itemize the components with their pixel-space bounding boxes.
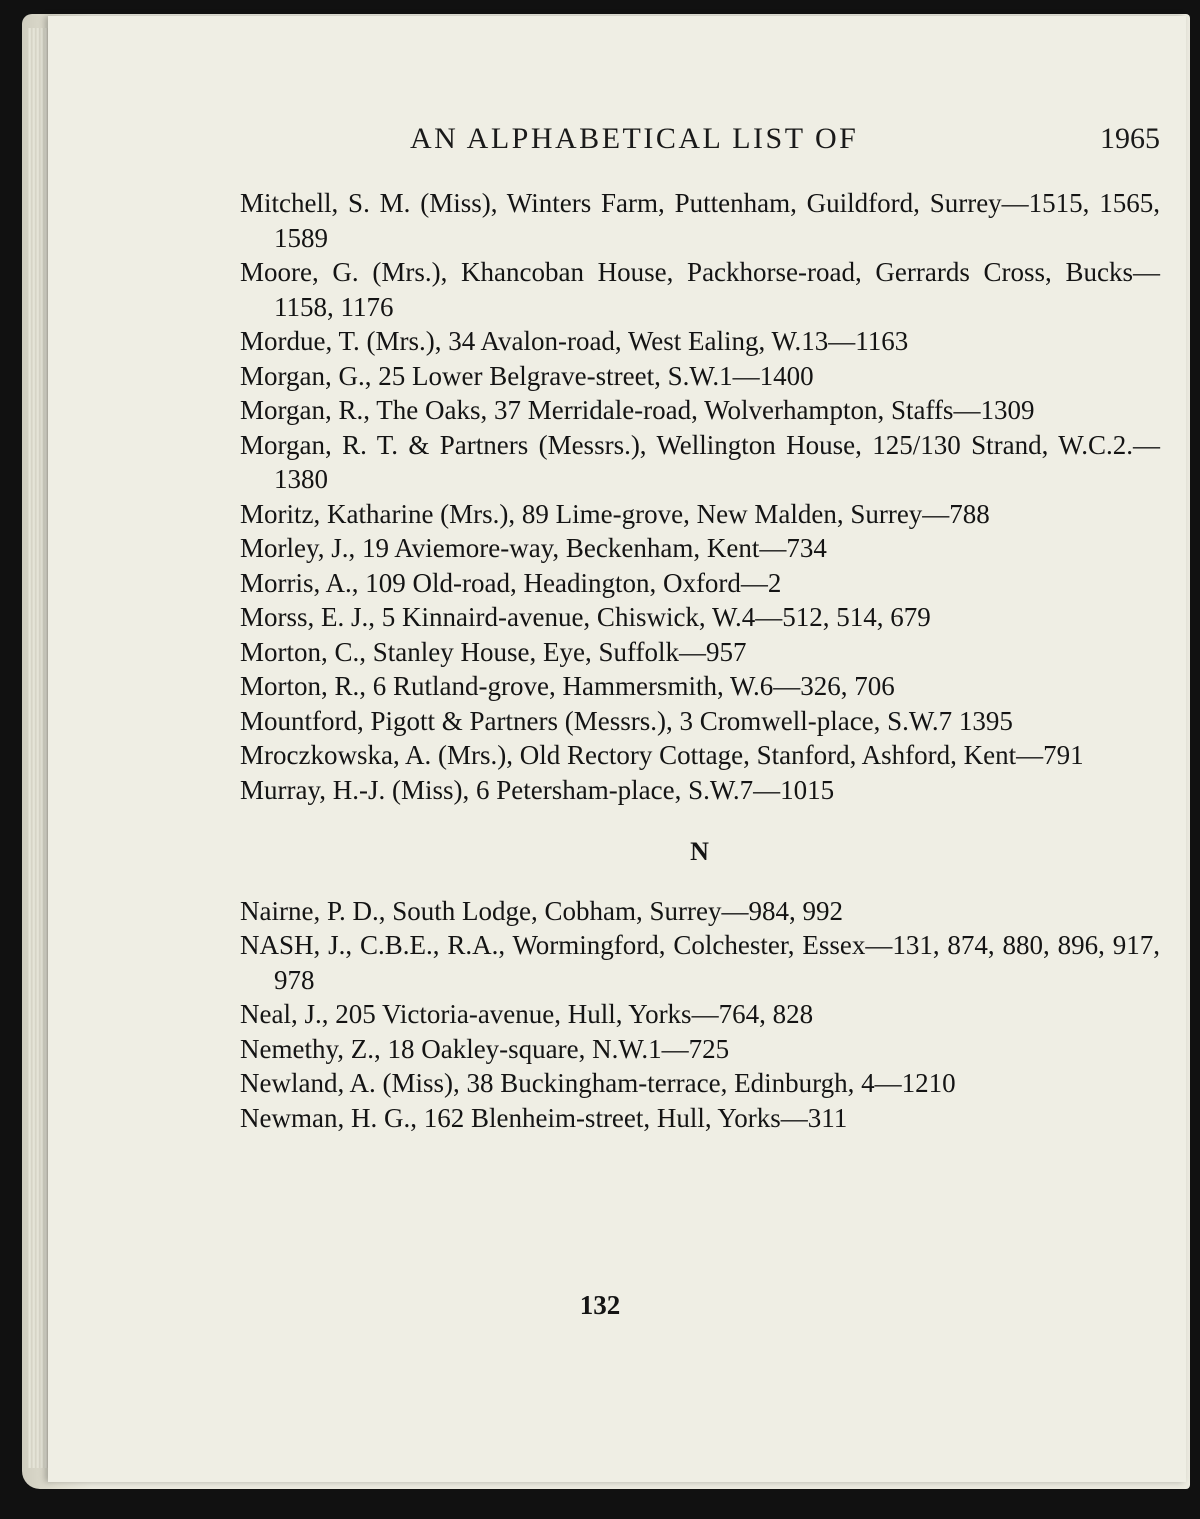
list-item: Moritz, Katharine (Mrs.), 89 Lime-grove, New Malden, Surrey—788 bbox=[240, 498, 990, 529]
list-item: Newman, H. G., 162 Blenheim-street, Hull, Yorks—311 bbox=[240, 1102, 848, 1133]
list-item: Morton, R., 6 Rutland-grove, Hammersmith, W.6—326, 706 bbox=[240, 671, 895, 701]
list-item: Morgan, G., 25 Lower Belgrave-street, S.W.1—1400 bbox=[240, 360, 814, 391]
list-item: Newland, A. (Miss), 38 Buckingham-terrace, Edinburgh, 4—1210 bbox=[240, 1068, 956, 1098]
list-item: Mordue, T. (Mrs.), 34 Avalon-road, West Ealing, W.13—1163 bbox=[240, 326, 909, 356]
list-item: Mitchell, S. M. (Miss), Winters Farm, Puttenham, Guildford, Surrey—1515, 1565, 1589 bbox=[240, 188, 1160, 253]
list-item: Neal, J., 205 Victoria-avenue, Hull, Yorks—764, 828 bbox=[240, 999, 814, 1029]
list-item: Morton, C., Stanley House, Eye, Suffolk—957 bbox=[240, 636, 747, 667]
list-item: Morgan, R. T. & Partners (Messrs.), Wellington House, 125/130 Strand, W.C.2.—1380 bbox=[240, 429, 1160, 494]
list-item: Morgan, R., The Oaks, 37 Merridale-road, Wolverhampton, Staffs—1309 bbox=[240, 395, 1035, 425]
list-item: Moore, G. (Mrs.), Khancoban House, Packhorse-road, Gerrards Cross, Bucks—1158, 1176 bbox=[240, 257, 1160, 322]
list-item: Murray, H.-J. (Miss), 6 Petersham-place, S.W.7—1015 bbox=[240, 774, 835, 805]
header-title: AN ALPHABETICAL LIST OF bbox=[410, 122, 859, 155]
page-number: 132 bbox=[579, 1290, 621, 1320]
running-header bbox=[410, 122, 1160, 162]
list-item: Morley, J., 19 Aviemore-way, Beckenham, Kent—734 bbox=[240, 533, 827, 563]
list-item: Morris, A., 109 Old-road, Headington, Oxford—2 bbox=[240, 567, 782, 598]
list-item: Mroczkowska, A. (Mrs.), Old Rectory Cottage, Stanford, Ashford, Kent—791 bbox=[240, 740, 1084, 770]
list-item: Morss, E. J., 5 Kinnaird-avenue, Chiswick, W.4—512, 514, 679 bbox=[240, 602, 931, 632]
page-edge bbox=[28, 28, 50, 1468]
list-item: NASH, J., C.B.E., R.A., Wormingford, Colchester, Essex—131, 874, 880, 896, 917, 978 bbox=[240, 930, 1160, 995]
list-item: Nemethy, Z., 18 Oakley-square, N.W.1—725 bbox=[240, 1033, 730, 1064]
list-item: Mountford, Pigott & Partners (Messrs.), 3 Cromwell-place, S.W.7 1395 bbox=[240, 705, 1013, 736]
entry-list bbox=[240, 186, 1160, 1135]
header-year: 1965 bbox=[1100, 122, 1160, 155]
section-letter-heading: N bbox=[690, 837, 710, 866]
list-item: Nairne, P. D., South Lodge, Cobham, Surrey—984, 992 bbox=[240, 895, 843, 926]
